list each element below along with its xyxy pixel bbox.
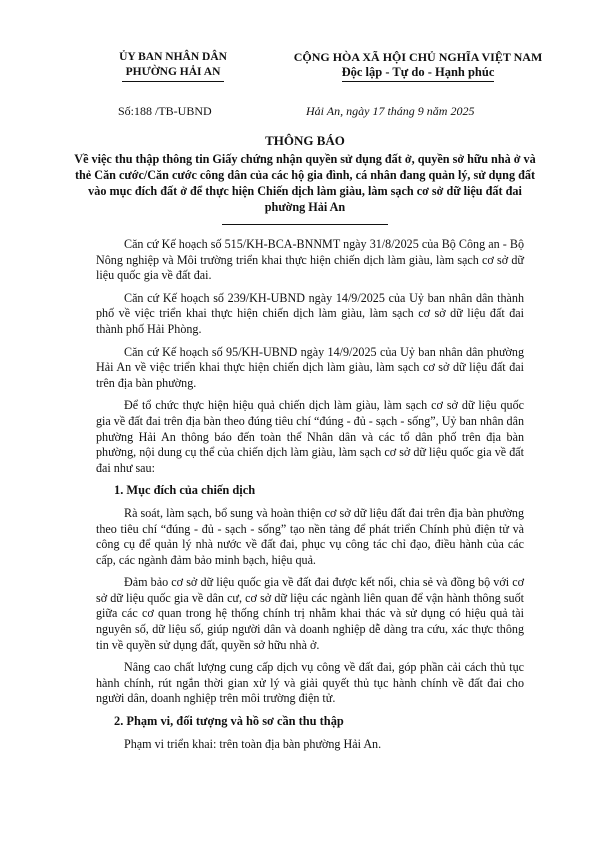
section-heading: 2. Phạm vi, đối tượng và hồ sơ cần thu thập	[114, 714, 344, 729]
national-heading	[268, 50, 568, 82]
section-heading: 1. Mục đích của chiến dịch	[114, 483, 256, 498]
authority-name: ỦY BAN NHÂN DÂN	[119, 51, 227, 63]
national-motto: Độc lập - Tự do - Hạnh phúc	[342, 65, 495, 82]
paragraph: Căn cứ Kế hoạch số 95/KH-UBND ngày 14/9/2025 của Uỷ ban nhân dân phường Hải An về việc triển khai thực hiện chiến dịch làm giàu, làm sạch cơ sở dữ liệu đất đai trên địa bàn phường.	[96, 344, 524, 390]
paragraph: Rà soát, làm sạch, bổ sung và hoàn thiện cơ sở dữ liệu đất đai trên địa bàn phường theo tiêu chí “đúng - đủ - sạch - sống” tạo nền tảng để phát triển Chính phủ điện tử và công cụ để quản lý nhà nước về đất đai, phục vụ công tác chỉ đạo, điều hành của các cấp, các ngành đảm bảo minh bạch, hiệu quả.	[96, 505, 524, 567]
paragraph: Nâng cao chất lượng cung cấp dịch vụ công về đất đai, góp phần cải cách thủ tục hành chính, rút ngắn thời gian xử lý và giải quyết thủ tục hành chính về đất đai cho người dân, doanh nghiệp trên môi trường điện tử.	[96, 660, 524, 706]
authority-ward: PHƯỜNG HẢI AN	[122, 65, 225, 82]
paragraph: Đảm bảo cơ sở dữ liệu quốc gia về đất đai được kết nối, chia sẻ và đồng bộ với cơ sở dữ liệu quốc gia về dân cư, cơ sở dữ liệu các ngành liên quan để vận hành thông suốt giữa các cơ quan trong hệ thống chính trị nhằm khai thác và sử dụng có hiệu quả tài nguyên số, dữ liệu số, giúp người dân và doanh nghiệp dễ dàng tra cứu, xác thực thông tin về quyền sử dụng đất, quyền sở hữu nhà ở.	[96, 575, 524, 652]
paragraph: Căn cứ Kế hoạch số 515/KH-BCA-BNNMT ngày 31/8/2025 của Bộ Công an - Bộ Nông nghiệp và Môi trường triển khai thực hiện chiến dịch làm giàu, làm sạch cơ sở dữ liệu quốc gia về đất đai.	[96, 237, 524, 283]
paragraph: Căn cứ Kế hoạch số 239/KH-UBND ngày 14/9/2025 của Uỷ ban nhân dân thành phố về việc triển khai thực hiện chiến dịch làm giàu, làm sạch cơ sở dữ liệu đất đai thành phố Hải Phòng.	[96, 290, 524, 336]
paragraph: Phạm vi triển khai: trên toàn địa bàn phường Hải An.	[124, 736, 382, 751]
document-subject: Về việc thu thập thông tin Giấy chứng nhận quyền sử dụng đất ở, quyền sở hữu nhà ở và thẻ Căn cước/Căn cước công dân của các hộ gia đình, cá nhân đang quản lý, sử dụng đất vào mục đích đất ở để thực hiện Chiến dịch làm giàu, làm sạch cơ sở dữ liệu đất đai phường Hải An	[74, 152, 536, 214]
national-name: CỘNG HÒA XÃ HỘI CHỦ NGHĨA VIỆT NAM	[293, 50, 543, 64]
subject-divider	[222, 224, 388, 225]
document-date: Hải An, ngày 17 tháng 9 năm 2025	[306, 104, 475, 118]
paragraph: Để tổ chức thực hiện hiệu quả chiến dịch làm giàu, làm sạch cơ sở dữ liệu quốc gia về đất đai trên địa bàn theo đúng tiêu chí “đúng - đủ - sạch - sống”, Uỷ ban nhân dân phường Hải An thông báo đến toàn thể Nhân dân và các tổ dân phố trên địa bàn phường, nội dung cụ thể của chiến dịch làm giàu, làm sạch cơ sở dữ liệu quốc gia về đất đai như sau:	[96, 398, 524, 475]
issuing-authority	[98, 50, 248, 82]
document-title: THÔNG BÁO	[265, 133, 345, 148]
document-body	[96, 237, 524, 759]
document-number: Số:188 /TB-UBND	[118, 104, 212, 118]
